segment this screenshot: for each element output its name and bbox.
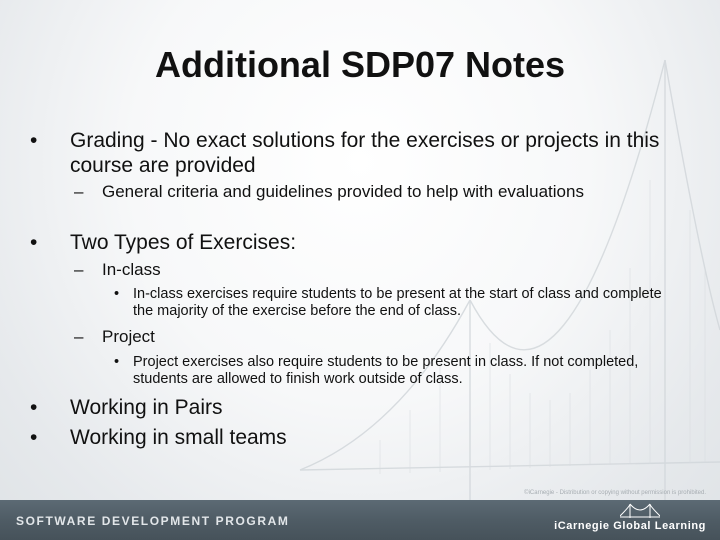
bullet-marker: •: [114, 286, 120, 302]
slide-title: Additional SDP07 Notes: [154, 44, 566, 85]
bullet-criteria: General criteria and guidelines provided to help with evaluations: [102, 182, 584, 201]
dash-marker: –: [74, 260, 84, 279]
bullet-marker: •: [30, 426, 38, 449]
bullet-grading: Grading - No exact solutions for the exercises or projects in this course are provided: [70, 129, 660, 177]
bullet-teams: Working in small teams: [70, 426, 287, 449]
bullet-project: Project: [102, 327, 155, 346]
bullet-project-desc: Project exercises also require students to be present in class. If not completed, students are allowed to finish work outside of class.: [133, 354, 639, 387]
copyright-notice: ©iCarnegie - Distribution or copying without permission is prohibited.: [524, 490, 706, 496]
brand-name: iCarnegie Global Learning: [554, 520, 706, 532]
bullet-marker: •: [30, 129, 38, 152]
program-name: SOFTWARE DEVELOPMENT PROGRAM: [16, 514, 290, 528]
bullet-marker: •: [30, 231, 38, 254]
bullet-marker: •: [114, 354, 120, 370]
bullet-two-types: Two Types of Exercises:: [70, 231, 297, 254]
bullet-marker: •: [30, 396, 38, 419]
bridge-logo-icon: [620, 502, 660, 520]
footer-bar: [0, 500, 720, 540]
bullet-in-class-desc: In-class exercises require students to be present at the start of class and complete the majority of the exercise before the end of class.: [133, 286, 662, 319]
dash-marker: –: [74, 182, 84, 201]
dash-marker: –: [74, 327, 84, 346]
bullet-pairs: Working in Pairs: [70, 396, 223, 419]
bullet-in-class: In-class: [102, 260, 161, 279]
